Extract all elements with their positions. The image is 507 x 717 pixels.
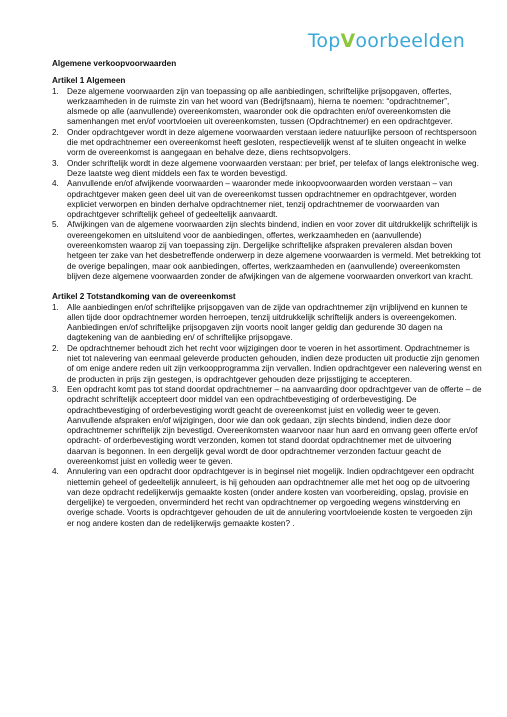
item-text: Deze algemene voorwaarden zijn van toepassing op alle aanbiedingen, schriftelijke prijsopgaven, offertes, werkzaamheden in de ruimste zin van het woord van (Bedrijfsnaam), hierna te noemen: “opdrachtnemer”, alsmede op alle (aanvullende) overeenkomsten, waaronder ook die opdrachten en/of overeenkomsten die samenhangen met en/of voortvloeien uit overeenkomsten, tussen (Opdrachtnemer) en een opdrachtgever.	[67, 86, 453, 127]
article-item-list	[52, 87, 482, 283]
list-item	[52, 385, 482, 467]
article-1	[52, 76, 482, 282]
item-number: 3.	[52, 158, 59, 168]
document-title: Algemene verkoopvoorwaarden	[52, 59, 177, 68]
article-heading: Artikel 2 Totstandkoming van de overeenkomst	[52, 292, 236, 302]
item-text: Onder opdrachtgever wordt in deze algemene voorwaarden verstaan iedere natuurlijke persoon of rechtspersoon die met opdrachtnemer een overeenkomst heeft gesloten, respectievelijk wenst af te sluiten ongeacht in welke vorm de overeenkomst is aangegaan en behalve deze, diens rechtsopvolgers.	[67, 127, 477, 158]
item-number: 3.	[52, 384, 59, 394]
list-item	[52, 303, 482, 344]
item-text: Alle aanbiedingen en/of schriftelijke prijsopgaven van de zijde van opdrachtnemer zijn vrijblijvend en kunnen te allen tijde door opdrachtnemer worden herroepen, tenzij uitdrukkelijk schriftelijk anders is overeengekomen. Aanbiedingen en/of schriftelijke prijsopgaven zijn voorts nooit langer geldig dan gedurende 30 dagen na dagtekening van de aanbieding en/ of schriftelijke prijsopgave.	[67, 302, 468, 343]
list-item	[52, 467, 482, 529]
article-heading: Artikel 1 Algemeen	[52, 76, 126, 86]
item-text: Afwijkingen van de algemene voorwaarden zijn slechts bindend, indien en voor zover dit uitdrukkelijk schriftelijk is overeengekomen en uitsluitend voor de aanbiedingen, offertes, werkzaamheden en (aanvullende) overeenkomsten waarop zij van toepassing zijn. Dergelijke schriftelijke afspraken prevaleren alsdan boven hetgeen ter zake van het desbetreffende onderwerp in deze algemene voorwaarden is vermeld. Met betrekking tot de overige bepalingen, maar ook aanbiedingen, offertes, werkzaamheden en (aanvullende) overeenkomsten blijven deze algemene voorwaarden zonder de afwijkingen van de algemene voorwaarden onverkort van kracht.	[67, 220, 481, 281]
item-number: 1.	[52, 302, 59, 312]
logo-part-v: V	[340, 30, 356, 52]
article-item-list	[52, 303, 482, 530]
item-text: Annulering van een opdracht door opdrachtgever is in beginsel niet mogelijk. Indien opdrachtgever een opdracht niettemin geheel of gedeeltelijk annuleert, is hij gehouden aan opdrachtnemer alle met het oog op de uitvoering van deze opdracht redelijkerwijs gemaakte kosten (onder andere kosten van voorbereiding, opslag, provisie en dergelijke) te vergoeden, onverminderd het recht van opdrachtnemer op vergoeding wegens winstderving en overige schade. Voorts is opdrachtgever gehouden de uit de annulering voortvloeiende kosten te vergoeden zijn er nog andere kosten dan de redelijkerwijs gemaakte kosten? .	[67, 467, 474, 528]
logo-part-top: Top	[307, 30, 341, 52]
item-number: 2.	[52, 127, 59, 137]
item-text: De opdrachtnemer behoudt zich het recht voor wijzigingen door te voeren in het assortiment. Opdrachtnemer is niet tot nalevering van eenmaal geleverde producten gehouden, indien deze producten uit productie zijn genomen of om enige andere reden uit zijn verkoopprogramma zijn vervallen. Indien opdrachtgever een nalevering wenst en de producten in prijs zijn gestegen, is opdrachtgever gehouden deze prijsstijging te accepteren.	[67, 343, 482, 384]
topvoorbeelden-logo	[308, 30, 465, 52]
list-item	[52, 179, 482, 220]
item-number: 1.	[52, 86, 59, 96]
item-number: 4.	[52, 467, 59, 477]
article-2	[52, 292, 482, 529]
item-text: Aanvullende en/of afwijkende voorwaarden – waaronder mede inkoopvoorwaarden worden verstaan – van opdrachtgever maken geen deel uit van de overeenkomst tussen opdrachtnemer en opdrachtgever, worden expliciet verworpen en binden derhalve opdrachtnemer niet, tenzij opdrachtnemer de voorwaarden van opdrachtgever schriftelijk geheel of gedeeltelijk aanvaardt.	[67, 179, 457, 220]
logo-part-oorbeelden: oorbeelden	[355, 30, 465, 52]
list-item	[52, 220, 482, 282]
list-item	[52, 159, 482, 180]
item-number: 4.	[52, 179, 59, 189]
item-text: Onder schriftelijk wordt in deze algemene voorwaarden verstaan: per brief, per telefax of langs elektronische weg. Deze laatste weg dient middels een fax te worden bevestigd.	[67, 158, 479, 178]
item-number: 2.	[52, 343, 59, 353]
list-item	[52, 128, 482, 159]
document-page	[52, 59, 482, 529]
list-item	[52, 87, 482, 128]
list-item	[52, 344, 482, 385]
item-text: Een opdracht komt pas tot stand doordat opdrachtnemer – na aanvaarding door opdrachtgever van de offerte – de opdracht schriftelijk accepteert door middel van een opdrachtbevestiging of orderbevestiging. De opdrachtbevestiging of orderbevestiging wordt geacht de overeenkomst juist en volledig weer te geven. Aanvullende afspraken en/of wijzigingen, door wie dan ook gedaan, zijn slechts bindend, indien deze door opdrachtnemer schriftelijk zijn bevestigd. Overeenkomsten waarvoor naar hun aard en omvang geen offerte en/of opdracht- of orderbevestiging wordt verzonden, komen tot stand doordat opdrachtnemer met de uitvoering daarvan is begonnen. In een dergelijk geval wordt de door opdrachtnemer verzonden factuur geacht de overeenkomst juist en volledig weer te geven.	[67, 384, 482, 466]
item-number: 5.	[52, 220, 59, 230]
